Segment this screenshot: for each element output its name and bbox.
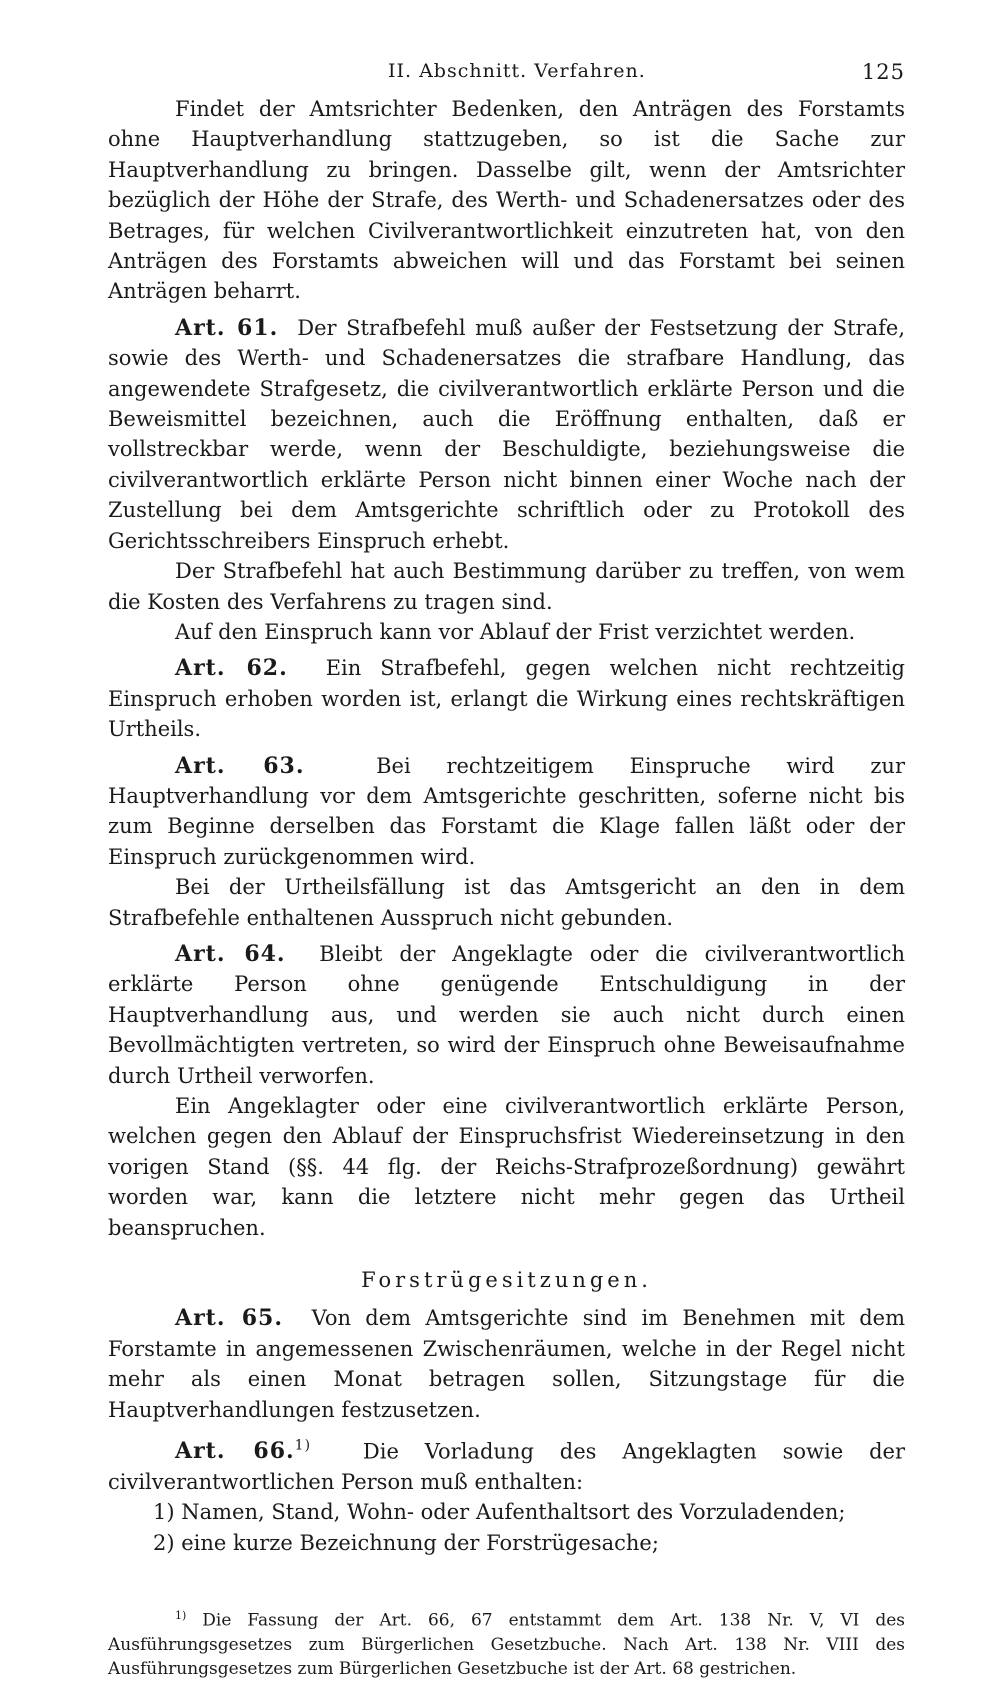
paragraph: Ein Angeklagter oder eine civilverantwortlich erklärte Person, welchen gegen den Ablauf der Einspruchsfrist Wiedereinsetzung in den vorigen Stand (§§. 44 flg. der Reichs-Strafprozeßordnung) gewährt worden war, kann die letztere nicht mehr gegen das Urtheil beanspruchen. [108, 1094, 905, 1240]
paragraph: Bei der Urtheilsfällung ist das Amtsgericht an den in dem Strafbefehle enthaltenen Ausspruch nicht gebunden. [108, 875, 905, 930]
article-text: Die Vorladung des Angeklagten sowie der civilverantwortlichen Person muß enthalten: [108, 1439, 906, 1494]
article-label: Art. 61. [175, 314, 279, 341]
article-label: Art. 63. [175, 752, 305, 779]
list-item: 2) eine kurze Bezeichnung der Forstrügesache; [153, 1530, 659, 1555]
paragraph: Auf den Einspruch kann vor Ablauf der Frist verzichtet werden. [175, 619, 856, 644]
article-label: Art. 62. [175, 655, 288, 682]
article-66 [108, 1431, 905, 1497]
article-64 [108, 939, 905, 1091]
document-page [108, 54, 905, 1681]
article-text: Der Strafbefehl muß außer der Festsetzung der Strafe, sowie des Werth- und Schadenersatzes die strafbare Handlung, das angewendete Strafgesetz, die civilverantwortlich erklärte Person und die Beweismittel bezeichnen, auch die Eröffnung enthalten, daß er vollstreckbar werde, wenn der Beschuldigte, beziehungsweise die civilverantwortlich erklärte Person nicht binnen einer Woche nach der Zustellung bei dem Amtsgerichte schriftlich oder zu Protokoll des Gerichtsschreibers Einspruch erhebt. [108, 315, 905, 553]
article-text: Von dem Amtsgerichte sind im Benehmen mit dem Forstamte in angemessenen Zwischenräumen, welche in der Regel nicht mehr als einen Monat betragen sollen, Sitzungstage für die Hauptverhandlungen festzusetzen. [108, 1306, 905, 1422]
article-label: Art. 66.$^{1)}$ [175, 1438, 312, 1465]
article-label: Art. 64. [175, 940, 286, 967]
article-label: Art. 65. [175, 1305, 284, 1332]
paragraph: Findet der Amtsrichter Bedenken, den Anträgen des Forstamts ohne Hauptverhandlung stattzugeben, so ist die Sache zur Hauptverhandlung zu bringen. Dasselbe gilt, wenn der Amtsrichter bezüglich der Höhe der Strafe, des Werth- und Schadenersatzes oder des Betrages, für welchen Civilverantwortlichkeit einzutreten hat, von den Anträgen des Forstamts abweichen will und das Forstamt bei seinen Anträgen beharrt. [108, 97, 905, 304]
article-61 [108, 313, 905, 556]
article-text: Bleibt der Angeklagte oder die civilverantwortlich erklärte Person ohne genügende Entschuldigung in der Hauptverhandlung aus, und werden sie auch nicht durch einen Bevollmächtigten vertreten, so wird der Einspruch ohne Beweisaufnahme durch Urtheil verworfen. [108, 941, 905, 1088]
paragraph: Der Strafbefehl hat auch Bestimmung darüber zu treffen, von wem die Kosten des Verfahrens zu tragen sind. [108, 559, 905, 614]
footnote-marker: 1) [175, 1609, 187, 1623]
footnote-text: $^{1)}$ Die Fassung der Art. 66, 67 entstammt dem Art. 138 Nr. V, VI des Ausführungsgesetzes zum Bürgerlichen Gesetzbuche. Nach Art. 138 Nr. VIII des Ausführungsgesetzes zum Bürgerlichen Gesetzbuche ist der Art. 68 gestrichen. [108, 1609, 905, 1679]
footnote-reference: 1) [294, 1438, 312, 1455]
page-number: 125 [861, 60, 905, 84]
footnote [108, 1604, 905, 1681]
article-text: Ein Strafbefehl, gegen welchen nicht rechtzeitig Einspruch erhoben worden ist, erlangt die Wirkung eines rechtskräftigen Urtheils. [108, 656, 905, 742]
article-63 [108, 751, 905, 873]
body-text [108, 94, 905, 1558]
article-65 [108, 1303, 905, 1425]
section-heading: Forstrügesitzungen. [361, 1268, 652, 1293]
running-title: II. Abschnitt. Verfahren. [388, 60, 646, 82]
page-header [108, 54, 905, 94]
list-item: 1) Namen, Stand, Wohn- oder Aufenthaltsort des Vorzuladenden; [153, 1500, 846, 1525]
article-62 [108, 653, 905, 744]
article-text: Bei rechtzeitigem Einspruche wird zur Hauptverhandlung vor dem Amtsgerichte geschritten, soferne nicht bis zum Beginne derselben das Forstamt die Klage fallen läßt oder der Einspruch zurückgenommen wird. [108, 753, 905, 869]
